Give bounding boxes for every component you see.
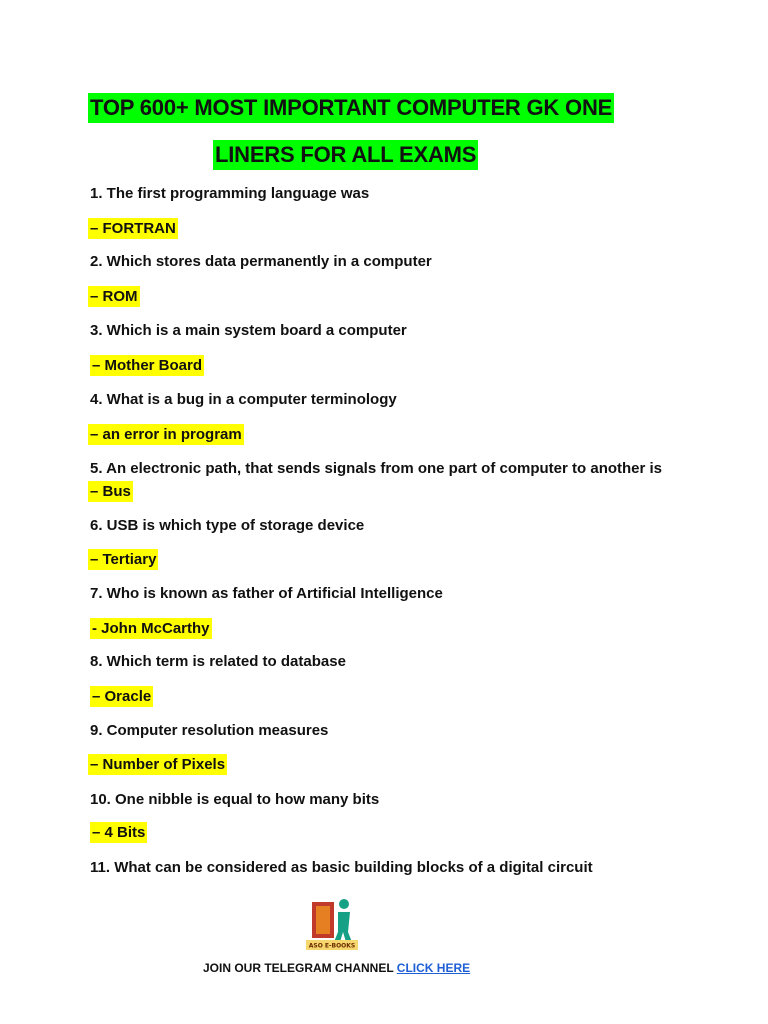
answer-3: – Mother Board	[92, 357, 203, 374]
footer-telegram	[203, 960, 470, 976]
logo-person-body	[334, 912, 352, 942]
question-8: 8. Which term is related to database	[90, 653, 346, 670]
answer-1: – FORTRAN	[90, 220, 176, 237]
answer-8: – Oracle	[92, 688, 152, 705]
title-line-2: LINERS FOR ALL EXAMS	[213, 140, 478, 170]
question-3: 3. Which is a main system board a computer	[90, 322, 407, 339]
answer-10: – 4 Bits	[92, 824, 146, 841]
question-9: 9. Computer resolution measures	[90, 722, 329, 739]
question-7: 7. Who is known as father of Artificial Intelligence	[90, 585, 443, 602]
aso-ebooks-logo	[302, 892, 362, 952]
question-10: 10. One nibble is equal to how many bits	[90, 791, 380, 808]
question-11: 11. What can be considered as basic building blocks of a digital circuit	[90, 859, 593, 876]
answer-6: – Tertiary	[90, 551, 157, 568]
question-5: 5. An electronic path, that sends signals from one part of computer to another is	[90, 460, 663, 477]
answer-4: – an error in program	[90, 426, 242, 443]
click-here-link[interactable]: CLICK HERE	[396, 961, 471, 975]
question-6: 6. USB is which type of storage device	[90, 517, 365, 534]
logo-book-inner	[316, 906, 330, 934]
answer-5: – Bus	[90, 483, 131, 500]
footer-text: JOIN OUR TELEGRAM CHANNEL	[203, 961, 397, 975]
logo-text: ASO E-BOOKS	[308, 942, 356, 950]
question-2: 2. Which stores data permanently in a computer	[90, 253, 432, 270]
answer-2: – ROM	[90, 288, 138, 305]
question-1: 1. The first programming language was	[90, 185, 370, 202]
answer-9: – Number of Pixels	[90, 756, 226, 773]
logo-person-head	[339, 899, 349, 909]
answer-7: - John McCarthy	[92, 620, 210, 637]
question-4: 4. What is a bug in a computer terminology	[90, 391, 397, 408]
title-line-1: TOP 600+ MOST IMPORTANT COMPUTER GK ONE	[88, 93, 614, 123]
